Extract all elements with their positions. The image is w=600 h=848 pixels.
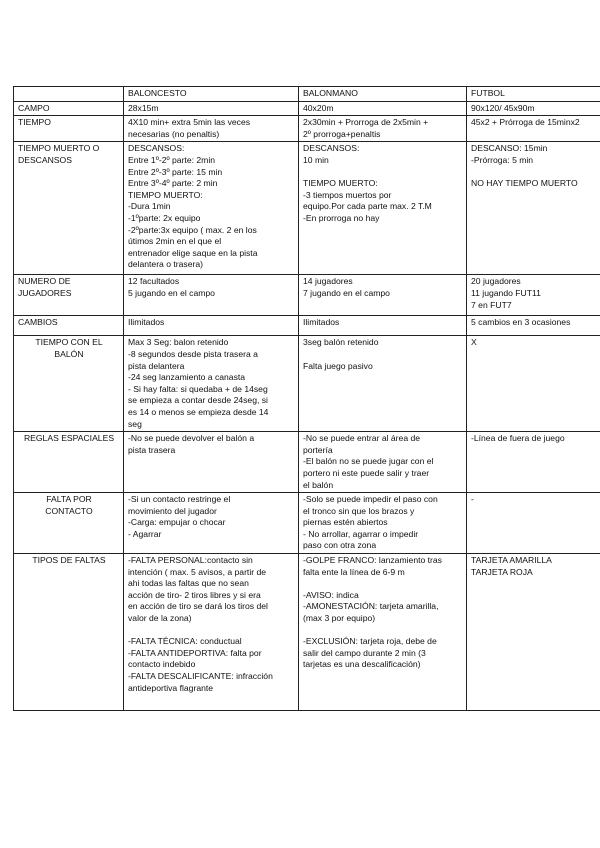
row-label-tiempo-muerto: TIEMPO MUERTO O DESCANSOS — [14, 142, 124, 275]
cell-balonmano: 2x30min + Prorroga de 2x5min + 2º prorroga+penaltis — [299, 116, 467, 142]
cell-balonmano: 40x20m — [299, 101, 467, 116]
table-row — [14, 336, 600, 432]
cell-baloncesto: -FALTA PERSONAL:contacto sin intención ( max. 5 avisos, a partir de ahi todas las faltas que no sean acción de tiro- 2 tiros libres y si era en acción de tiro se dará los tiros del valor de la zona) -FALTA TÉCNICA: conductual -FALTA ANTIDEPORTIVA: falta por contacto indebido -FALTA DESCALIFICANTE: infracción antideportiva flagrante — [124, 554, 299, 711]
cell-futbol: 5 cambios en 3 ocasiones — [467, 316, 600, 336]
table-row — [14, 316, 600, 336]
cell-futbol: 45x2 + Prórroga de 15minx2 — [467, 116, 600, 142]
header-baloncesto: BALONCESTO — [124, 87, 299, 102]
row-label-falta-contacto: FALTA POR CONTACTO — [14, 493, 124, 554]
header-futbol: FUTBOL — [467, 87, 600, 102]
table-header-row — [14, 87, 600, 102]
cell-baloncesto: 28x15m — [124, 101, 299, 116]
cell-balonmano: Ilimitados — [299, 316, 467, 336]
row-label-cambios: CAMBIOS — [14, 316, 124, 336]
header-cell-empty — [14, 87, 124, 102]
cell-balonmano: -No se puede entrar al área de portería -El balón no se puede jugar con el portero ni este puede salir y traer el balón — [299, 432, 467, 493]
cell-baloncesto: DESCANSOS: Entre 1º-2º parte: 2min Entre 2º-3º parte: 15 min Entre 3º-4º parte: 2 min TIEMPO MUERTO: -Dura 1min -1ºparte: 2x equipo -2ºparte:3x equipo ( max. 2 en los útimos 2min en el que el entrenador elige saque en la pista delantera o trasera) — [124, 142, 299, 275]
cell-balonmano: 3seg balón retenido Falta juego pasivo — [299, 336, 467, 432]
cell-baloncesto: 4X10 min+ extra 5min las veces necesarias (no penaltis) — [124, 116, 299, 142]
cell-futbol: - — [467, 493, 600, 554]
table-row — [14, 493, 600, 554]
table-row — [14, 142, 600, 275]
cell-baloncesto: -No se puede devolver el balón a pista trasera — [124, 432, 299, 493]
table-row — [14, 554, 600, 711]
table-row — [14, 116, 600, 142]
cell-futbol: 90x120/ 45x90m — [467, 101, 600, 116]
cell-baloncesto: -Si un contacto restringe el movimiento del jugador -Carga: empujar o chocar - Agarrar — [124, 493, 299, 554]
row-label-tiempo: TIEMPO — [14, 116, 124, 142]
cell-balonmano: -Solo se puede impedir el paso con el tronco sin que los brazos y piernas estén abiertos - No arrollar, agarrar o impedir paso con otra zona — [299, 493, 467, 554]
row-label-reglas-espaciales: REGLAS ESPACIALES — [14, 432, 124, 493]
cell-futbol: X — [467, 336, 600, 432]
cell-futbol: 20 jugadores 11 jugando FUT11 7 en FUT7 — [467, 275, 600, 316]
row-label-tipos-faltas: TIPOS DE FALTAS — [14, 554, 124, 711]
row-label-numero-jugadores: NUMERO DE JUGADORES — [14, 275, 124, 316]
cell-futbol: -Línea de fuera de juego — [467, 432, 600, 493]
table-row — [14, 275, 600, 316]
cell-futbol: TARJETA AMARILLA TARJETA ROJA — [467, 554, 600, 711]
cell-baloncesto: Ilimitados — [124, 316, 299, 336]
cell-balonmano: DESCANSOS: 10 min TIEMPO MUERTO: -3 tiempos muertos por equipo.Por cada parte max. 2 T.M -En prorroga no hay — [299, 142, 467, 275]
comparison-table — [13, 86, 600, 711]
cell-baloncesto: Max 3 Seg: balon retenido -8 segundos desde pista trasera a pista delantera -24 seg lanzamiento a canasta - Si hay falta: si quedaba + de 14seg se empieza a contar desde 24seg, si es 14 o menos se empieza desde 14 seg — [124, 336, 299, 432]
header-balonmano: BALONMANO — [299, 87, 467, 102]
cell-balonmano: -GOLPE FRANCO: lanzamiento tras falta ente la línea de 6-9 m -AVISO: indica -AMONESTACIÓN: tarjeta amarilla, (max 3 por equipo) -EXCLUSIÓN: tarjeta roja, debe de salir del campo durante 2 min (3 tarjetas es una descalificación) — [299, 554, 467, 711]
table-row — [14, 432, 600, 493]
cell-baloncesto: 12 facultados 5 jugando en el campo — [124, 275, 299, 316]
table-row — [14, 101, 600, 116]
row-label-campo: CAMPO — [14, 101, 124, 116]
cell-futbol: DESCANSO: 15min -Prórroga: 5 min NO HAY TIEMPO MUERTO — [467, 142, 600, 275]
cell-balonmano: 14 jugadores 7 jugando en el campo — [299, 275, 467, 316]
row-label-tiempo-balon: TIEMPO CON EL BALÓN — [14, 336, 124, 432]
